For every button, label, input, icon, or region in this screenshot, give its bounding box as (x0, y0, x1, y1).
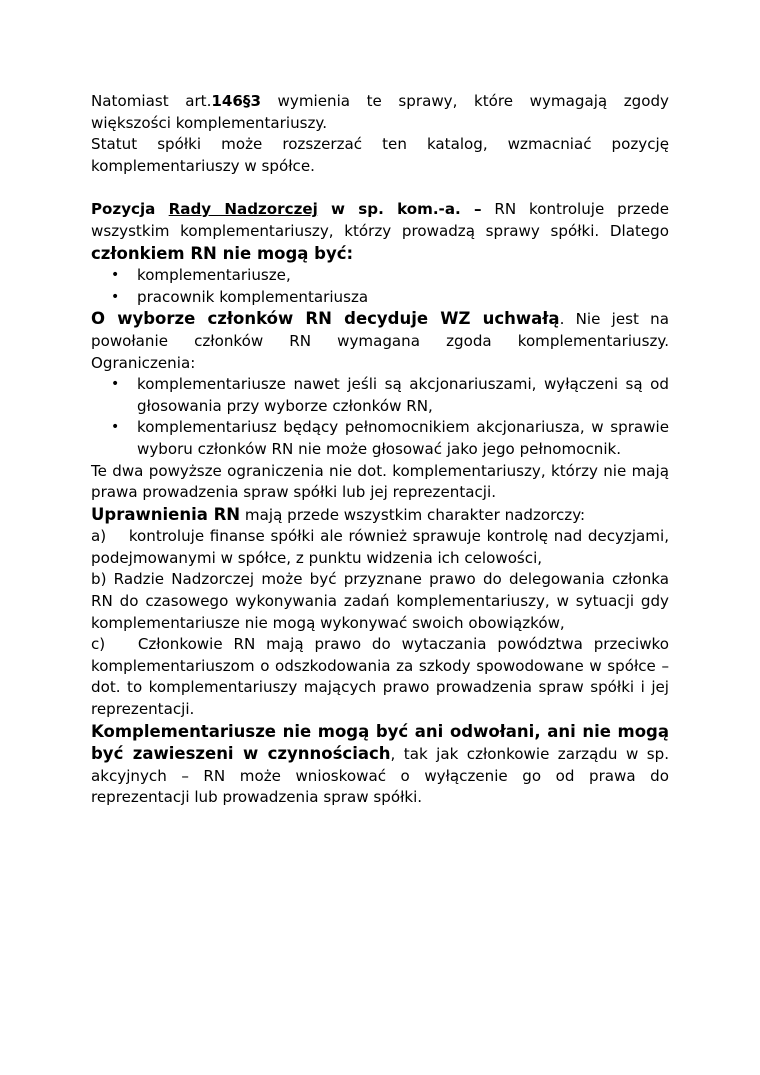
list-item (91, 374, 669, 417)
paragraph-item-a: a) kontroluje finanse spółki ale również sprawuje kontrolę nad decyzjami, podejmowanymi w spółce, z punktu widzenia ich celowości, (91, 527, 669, 567)
list-item-text: pracownik komplementariusza (137, 287, 369, 306)
list-item (91, 287, 669, 309)
bold-text: Uprawnienia RN (91, 504, 241, 524)
list-item-text: komplementariusze nawet jeśli są akcjonariuszami, wyłączeni są od głosowania przy wyborze członków RN, (137, 375, 669, 415)
bold-text: członkiem RN nie mogą być: (91, 243, 354, 263)
paragraph-wybor-rn (91, 308, 669, 374)
article-ref: 146§3 (211, 92, 261, 110)
bullet-list-restrictions (91, 374, 669, 460)
bullet-icon: • (111, 288, 120, 305)
list-item (91, 417, 669, 460)
bold-text: O wyborze członków RN decyduje WZ uchwałą (91, 309, 560, 329)
underlined-heading: Rady Nadzorczej (168, 200, 318, 219)
bullet-icon: • (111, 376, 120, 393)
list-item-text: komplementariusze, (137, 266, 291, 285)
document-body (91, 91, 669, 809)
spacer (91, 177, 669, 199)
paragraph-statut: Statut spółki może rozszerzać ten katalog, wzmacniać pozycję komplementariuszy w spółce. (91, 135, 669, 175)
bold-text: Komplementariusze nie mogą być ani odwołani, ani nie mogą być zawieszeni w czynnościach (91, 721, 669, 764)
text-span: RN kontroluje przede wszystkim komplementariuszy, którzy prowadzą sprawy spółki. Dlatego (91, 200, 669, 240)
paragraph-ograniczenia: Te dwa powyższe ograniczenia nie dot. komplementariuszy, którzy nie mają prawa prowadzenia spraw spółki lub jej reprezentacji. (91, 461, 669, 502)
list-item (91, 265, 669, 287)
bold-text: Pozycja (91, 200, 169, 219)
bullet-icon: • (111, 419, 120, 436)
paragraph-item-b: b) Radzie Nadzorczej może być przyznane prawo do delegowania członka RN do czasowego wykonywania zadań komplementariuszy, w sytuacji gdy komplementariusze nie mogą wykonywać swoich obowiązków, (91, 570, 669, 632)
paragraph-art-146 (91, 91, 669, 134)
text-span: Natomiast art. (91, 92, 212, 110)
bullet-icon: • (111, 267, 120, 284)
paragraph-komplementariusze (91, 721, 669, 809)
text-span: . Nie jest na powołanie członków RN wymagana zgoda komplementariuszy. Ograniczenia: (91, 310, 669, 372)
bullet-list-excluded (91, 265, 669, 308)
paragraph-item-c: c) Członkowie RN mają prawo do wytaczania powództwa przeciwko komplementariuszom o odszkodowania za szkody spowodowane w spółce – dot. to komplementariuszy mających prawo prowadzenia spraw spółki i jej reprezentacji. (91, 635, 669, 719)
list-item-text: komplementariusz będący pełnomocnikiem akcjonariusza, w sprawie wyboru członków RN nie może głosować jako jego pełnomocnik. (137, 418, 669, 458)
paragraph-rada-nadzorcza (91, 199, 669, 265)
bold-text: w sp. kom.-a. – (317, 200, 482, 219)
text-span: wymienia te sprawy, które wymagają zgody większości komplementariuszy. (91, 92, 669, 132)
text-span: , tak jak członkowie zarządu w sp. akcyjnych – RN może wnioskować o wyłączenie go od prawa do reprezentacji lub prowadzenia spraw spółki. (91, 745, 669, 807)
paragraph-uprawnienia (91, 504, 669, 527)
text-span: mają przede wszystkim charakter nadzorczy: (240, 505, 586, 524)
